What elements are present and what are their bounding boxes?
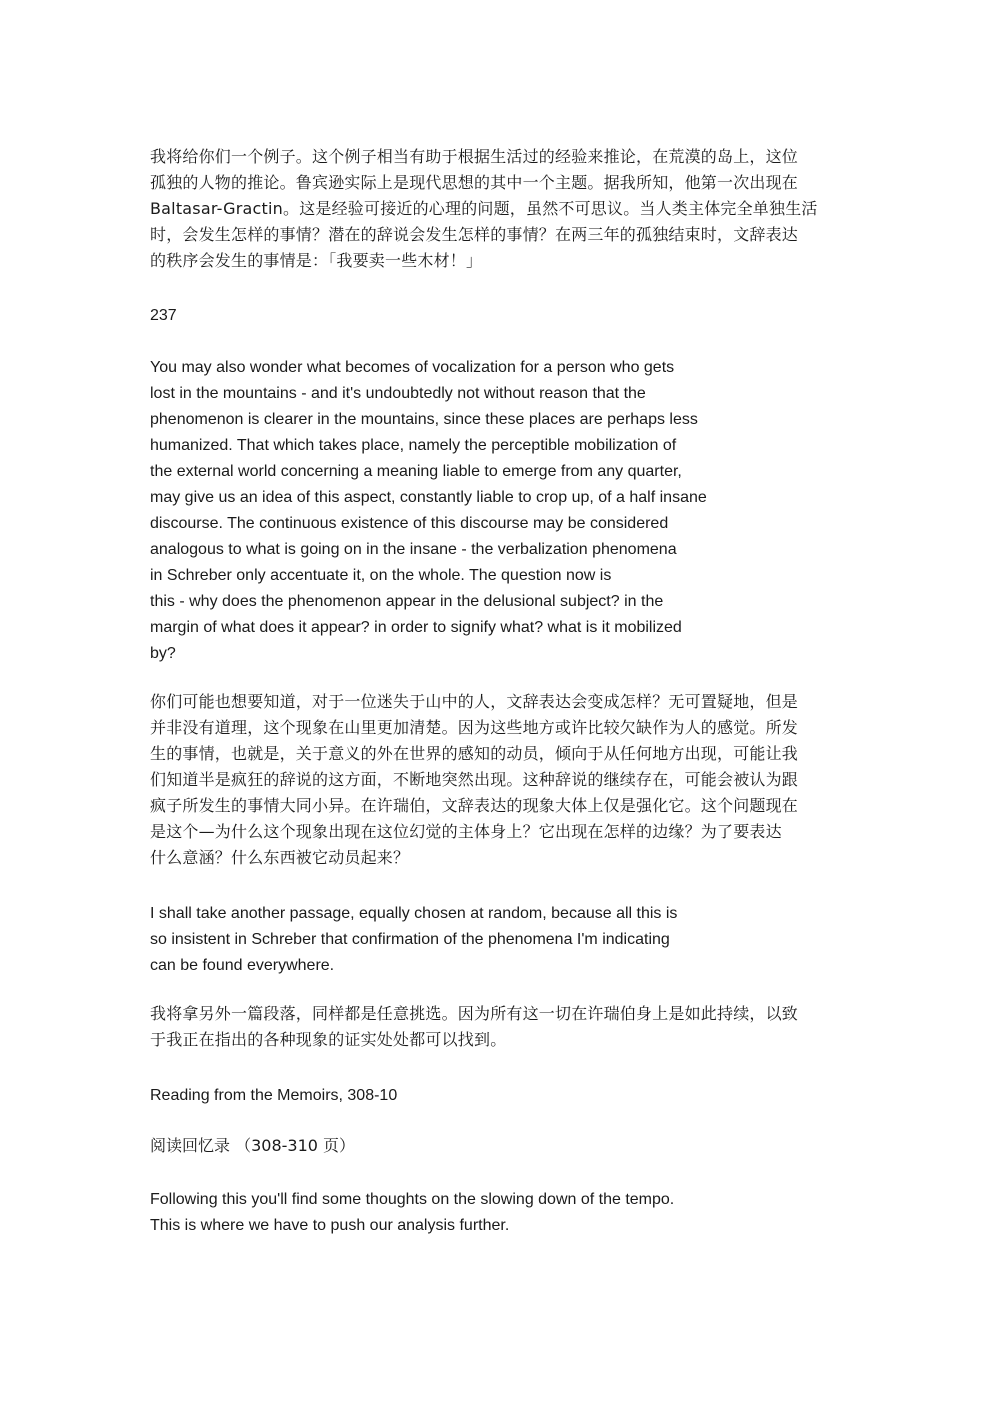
reading-reference-en: Reading from the Memoirs, 308-10 (150, 1087, 398, 1104)
reading-reference-zh: 阅读回忆录 （308-310 页） (150, 1136, 356, 1155)
page-number: 237 (150, 307, 177, 324)
paragraph-tempo-en: Following this you'll find some thoughts on the slowing down of the tempo. This is where we have to push our analysis further. (150, 1191, 675, 1234)
paragraph-mountains-zh: 你们可能也想要知道，对于一位迷失于山中的人，文辞表达会变成怎样？无可置疑地，但是 并非没有道理，这个现象在山里更加清楚。因为这些地方或许比较欠缺作为人的感觉。所发 生的事情，也就是，关于意义的外在世界的感知的动员，倾向于从任何地方出现，可能让我 们知道半是疯狂的辞说的这方面，不断地突然出现。这种辞说的继续存在，可能会被认为跟 疯子所发生的事情大同小异。在许瑞伯，文辞表达的现象大体上仅是强化它。这个问题现在 是这个—为什么这个现象出现在这位幻觉的主体身上？它出现在怎样的边缘？为了要表达 什么意涵？什么东西被它动员起来？ (150, 692, 799, 867)
paragraph-another-passage-zh: 我将拿另外一篇段落，同样都是任意挑选。因为所有这一切在许瑞伯身上是如此持续，以致 于我正在指出的各种现象的证实处处都可以找到。 (150, 1004, 799, 1049)
paragraph-robinson-example-zh: 我将给你们一个例子。这个例子相当有助于根据生活过的经验来推论，在荒漠的岛上，这位 孤独的人物的推论。鲁宾逊实际上是现代思想的其中一个主题。据我所知，他第一次出现在 Baltasar-Gractin。这是经验可接近的心理的问题，虽然不可思议。当人类主体完全单独生活 时，会发生怎样的事情？潜在的辞说会发生怎样的事情？在两三年的孤独结束时，文辞表达 的秩序会发生的事情是：「我要卖一些木材！」 (150, 147, 818, 270)
paragraph-mountains-en: You may also wonder what becomes of vocalization for a person who gets lost in the mountains - and it's undoubtedly not without reason that the phenomenon is clearer in the mountains, since these places are perhaps less humanized. That which takes place, namely the perceptible mobilization of the external world concerning a meaning liable to emerge from any quarter, may give us an idea of this aspect, constantly liable to crop up, of a half insane discourse. The continuous existence of this discourse may be considered analogous to what is going on in the insane - the verbalization phenomena in Schreber only accentuate it, on the whole. The question now is this - why does the phenomenon appear in the delusional subject? in the margin of what does it appear? in order to signify what? what is it mobilized by? (150, 359, 707, 662)
paragraph-another-passage-en: I shall take another passage, equally chosen at random, because all this is so insistent in Schreber that confirmation of the phenomena I'm indicating can be found everywhere. (150, 905, 678, 974)
